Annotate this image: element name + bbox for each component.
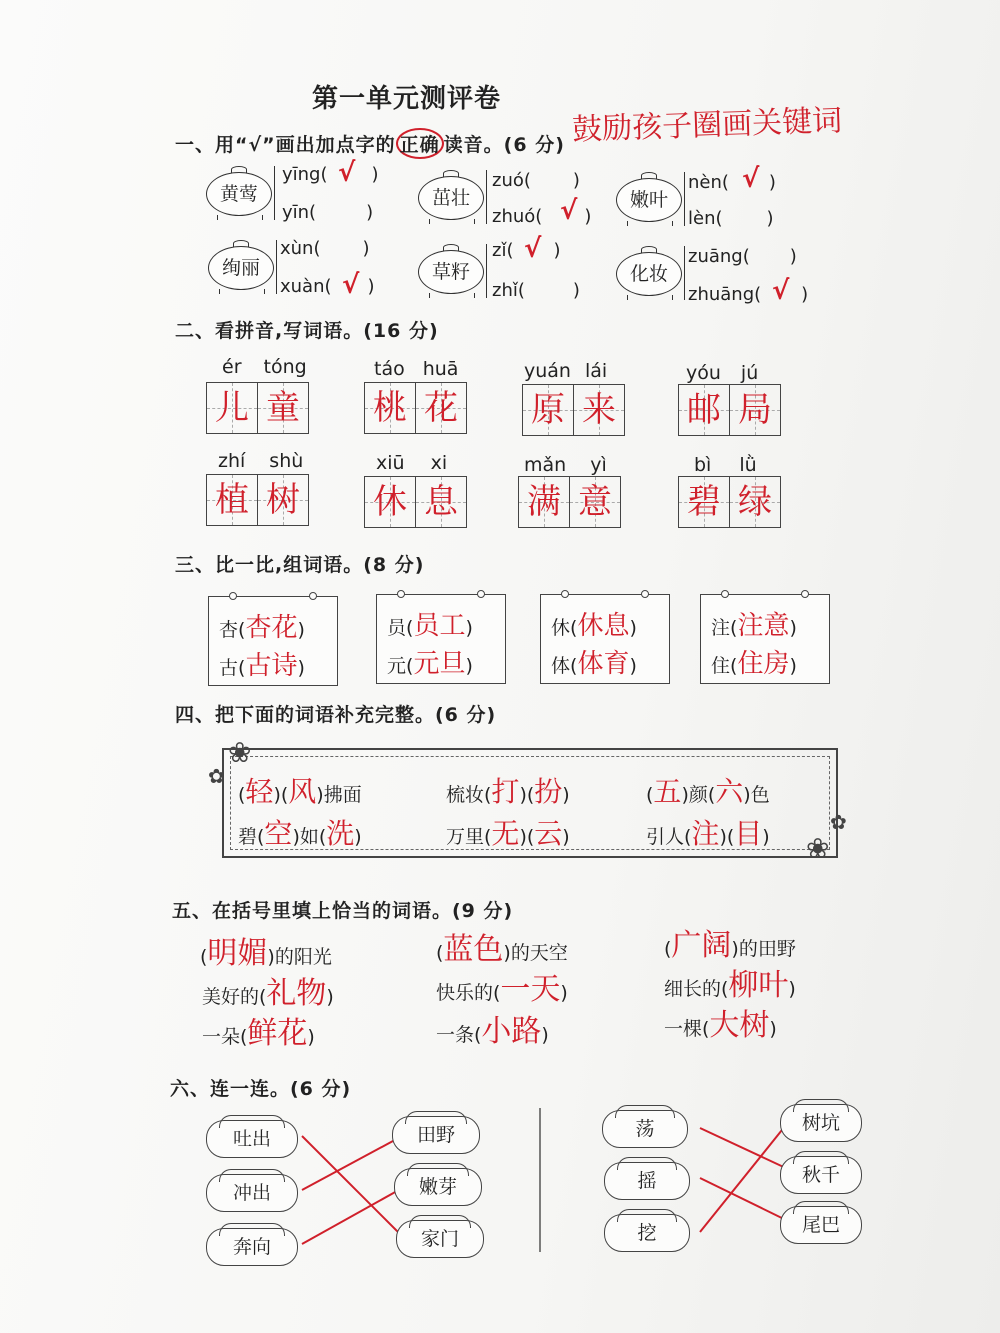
written-char: 儿 xyxy=(215,388,249,428)
pinyin-1: yuán xyxy=(524,360,571,382)
written-char: 花 xyxy=(424,388,458,428)
card-ring xyxy=(561,590,569,598)
written-char: 绿 xyxy=(738,482,772,522)
word-label: 嫩芽 xyxy=(415,1176,461,1198)
pinyin-text: xùn( xyxy=(280,238,321,259)
section-1-heading xyxy=(175,128,565,159)
pinyin-pair xyxy=(686,362,758,384)
word-label: 家门 xyxy=(417,1228,463,1250)
answer-fill: 风 xyxy=(288,775,317,808)
answer-word: 住房 xyxy=(737,649,790,679)
grid-cell xyxy=(570,477,620,527)
base-char: 元 xyxy=(387,655,407,677)
written-char: 息 xyxy=(424,482,458,522)
grid-cell xyxy=(523,385,574,435)
text-pre: 一棵( xyxy=(664,1018,710,1040)
circled-keyword: 正确 xyxy=(396,128,444,159)
pinyin-2: xi xyxy=(430,452,448,474)
text-post: )如( xyxy=(292,826,327,848)
word-pot: 嫩叶 xyxy=(616,178,682,222)
written-char: 休 xyxy=(373,482,407,522)
tian-grid xyxy=(522,384,625,436)
fill-item xyxy=(200,928,332,972)
flower-icon: ✿ xyxy=(208,764,225,788)
text-post: )( xyxy=(519,826,535,848)
word-label: 吐出 xyxy=(229,1128,275,1150)
written-char: 桃 xyxy=(373,388,407,428)
text-pre: ( xyxy=(646,784,654,806)
pinyin-pair xyxy=(694,454,757,476)
written-char: 来 xyxy=(582,390,616,430)
card-line: 员(员工) xyxy=(387,611,473,641)
pinyin-1: zhí xyxy=(218,450,246,472)
written-char: 原 xyxy=(531,390,565,430)
answer-fill: 蓝色 xyxy=(443,932,504,967)
pinyin-text: xuàn( xyxy=(280,276,332,297)
card-line: 古(古诗) xyxy=(219,651,305,681)
pinyin-text: lèn( xyxy=(688,208,723,229)
grid-cell xyxy=(730,385,780,435)
word-label: 挖 xyxy=(633,1222,660,1244)
fill-item xyxy=(436,964,568,1008)
paren-close: ) xyxy=(553,240,561,261)
paren-close: ) xyxy=(584,206,592,227)
base-char: 住 xyxy=(711,655,731,677)
word-cloud[interactable] xyxy=(602,1110,688,1148)
fill-item xyxy=(202,968,334,1012)
answer-word: 杏花 xyxy=(245,613,298,643)
paren-close: ) xyxy=(362,238,370,259)
answer-fill: 注 xyxy=(691,817,720,850)
card-ring xyxy=(801,590,809,598)
text-pre: 梳妆( xyxy=(446,784,492,806)
fill-item xyxy=(664,1000,777,1044)
section-3-heading: 三、比一比,组词语。(8 分) xyxy=(175,554,425,576)
pinyin-text: zhuó( xyxy=(492,206,543,227)
grid-cell xyxy=(679,385,730,435)
pinyin-option xyxy=(688,284,808,305)
grid-cell xyxy=(574,385,624,435)
tian-grid xyxy=(364,382,467,434)
pinyin-pair xyxy=(524,454,607,476)
word-pot: 草籽 xyxy=(418,250,484,294)
paren-close: ) xyxy=(801,284,809,305)
card-ring xyxy=(477,590,485,598)
fill-item xyxy=(238,812,362,852)
pinyin-1: ér xyxy=(222,356,242,378)
answer-fill: 轻 xyxy=(245,775,274,808)
word-cloud[interactable] xyxy=(206,1228,298,1266)
check-mark: √ xyxy=(742,164,760,194)
word-label: 冲出 xyxy=(229,1182,275,1204)
pinyin-text: nèn( xyxy=(688,172,729,193)
card-line: 元(元旦) xyxy=(387,649,473,679)
section-1-heading-post: 读音。(6 分) xyxy=(443,134,565,156)
pinyin-option xyxy=(688,172,776,193)
text-pre: 美好的( xyxy=(202,986,267,1008)
word-label: 奔向 xyxy=(229,1236,275,1258)
answer-fill: 小路 xyxy=(481,1014,542,1049)
text-post: )拂面 xyxy=(316,784,362,806)
fill-item xyxy=(664,960,796,1004)
word-label: 秋千 xyxy=(798,1164,844,1186)
answer-fill: 六 xyxy=(715,775,744,808)
base-char: 休 xyxy=(551,617,571,639)
written-char: 树 xyxy=(266,480,300,520)
flower-icon: ❀ xyxy=(806,832,830,865)
check-mark: √ xyxy=(342,270,360,300)
card-line: 体(体育) xyxy=(551,649,637,679)
fill-item xyxy=(664,920,796,964)
word-label: 尾巴 xyxy=(798,1214,844,1236)
page-title: 第一单元测评卷 xyxy=(312,84,502,114)
text-pre: 一朵( xyxy=(202,1026,248,1048)
text-post: )( xyxy=(719,826,735,848)
pinyin-text: zuó( xyxy=(492,170,531,191)
word-label: 树坑 xyxy=(798,1112,844,1134)
grid-cell xyxy=(207,475,258,525)
answer-word: 员工 xyxy=(413,611,466,641)
pinyin-1: yóu xyxy=(686,362,721,384)
answer-fill: 一天 xyxy=(500,972,561,1007)
paren-close: ) xyxy=(371,164,379,185)
word-cloud[interactable] xyxy=(206,1174,298,1212)
answer-word: 元旦 xyxy=(413,649,466,679)
check-mark: √ xyxy=(524,234,542,264)
word-label: 荡 xyxy=(631,1118,658,1140)
answer-fill: 广阔 xyxy=(671,928,732,963)
card-ring xyxy=(397,590,405,598)
answer-fill: 云 xyxy=(534,817,563,850)
pinyin-2: lǜ xyxy=(739,454,757,476)
pinyin-1: táo xyxy=(374,358,405,380)
text-post: )的田野 xyxy=(731,938,796,960)
pinyin-pair xyxy=(376,452,447,474)
answer-fill: 空 xyxy=(264,817,293,850)
section-2-heading: 二、看拼音,写词语。(16 分) xyxy=(175,320,439,342)
desk-calendar-card xyxy=(376,594,506,684)
pinyin-option xyxy=(282,202,373,223)
grid-cell xyxy=(730,477,780,527)
pinyin-text: zuāng( xyxy=(688,246,750,267)
answer-fill: 大树 xyxy=(709,1008,770,1043)
grid-cell xyxy=(365,383,416,433)
section-5-heading: 五、在括号里填上恰当的词语。(9 分) xyxy=(172,900,514,922)
card-ring xyxy=(641,590,649,598)
paren-close: ) xyxy=(768,172,776,193)
paren-close: ) xyxy=(366,202,374,223)
text-pre: 引人( xyxy=(646,826,692,848)
answer-fill: 鲜花 xyxy=(247,1016,308,1051)
pinyin-text: yīng( xyxy=(282,164,328,185)
paren-close: ) xyxy=(572,280,580,301)
written-char: 意 xyxy=(578,482,612,522)
grid-cell xyxy=(207,383,258,433)
desk-calendar-card xyxy=(700,594,830,684)
answer-fill: 扮 xyxy=(534,775,563,808)
base-char: 注 xyxy=(711,617,731,639)
answer-fill: 打 xyxy=(491,775,520,808)
written-char: 童 xyxy=(266,388,300,428)
word-pot: 绚丽 xyxy=(208,246,274,290)
section-1-heading-pre: 一、用“√”画出加点字的 xyxy=(175,134,396,156)
answer-word: 体育 xyxy=(577,649,630,679)
word-pot: 黄莺 xyxy=(206,172,272,216)
pinyin-text: zǐ( xyxy=(492,240,514,261)
text-post: ) xyxy=(769,1018,777,1040)
word-cloud[interactable] xyxy=(604,1162,690,1200)
text-post: ) xyxy=(326,986,334,1008)
answer-fill: 目 xyxy=(734,817,763,850)
text-post: ) xyxy=(562,826,570,848)
word-pot: 化妆 xyxy=(616,252,682,296)
written-char: 局 xyxy=(738,390,772,430)
answer-fill: 明媚 xyxy=(207,936,268,971)
pinyin-2: jú xyxy=(740,362,759,384)
pinyin-option xyxy=(492,170,580,191)
text-post: ) xyxy=(762,826,770,848)
base-char: 杏 xyxy=(219,619,239,641)
answer-fill: 五 xyxy=(653,775,682,808)
pinyin-2: shù xyxy=(269,450,304,472)
word-cloud[interactable] xyxy=(780,1156,862,1194)
tian-grid xyxy=(518,476,621,528)
paren-close: ) xyxy=(789,246,797,267)
word-cloud[interactable] xyxy=(604,1214,690,1252)
tian-grid xyxy=(206,382,309,434)
text-pre: 碧( xyxy=(238,826,265,848)
fill-item xyxy=(446,770,570,810)
fill-item xyxy=(202,1008,315,1052)
text-post: ) xyxy=(307,1026,315,1048)
text-pre: 万里( xyxy=(446,826,492,848)
grid-cell xyxy=(416,477,466,527)
tian-grid xyxy=(364,476,467,528)
fill-item xyxy=(436,1006,549,1050)
pinyin-option xyxy=(688,208,774,229)
section-4-heading: 四、把下面的词语补充完整。(6 分) xyxy=(175,704,497,726)
card-line: 注(注意) xyxy=(711,611,797,641)
grid-cell xyxy=(365,477,416,527)
teacher-note: 鼓励孩子圈画关键词 xyxy=(571,103,843,148)
paren-close: ) xyxy=(367,276,375,297)
word-cloud[interactable] xyxy=(394,1168,482,1206)
check-mark: √ xyxy=(772,276,790,306)
flower-icon: ❀ xyxy=(228,736,252,769)
text-post: ) xyxy=(788,978,796,1000)
text-post: ) xyxy=(354,826,362,848)
card-line: 住(住房) xyxy=(711,649,797,679)
card-ring xyxy=(721,590,729,598)
answer-word: 休息 xyxy=(577,611,630,641)
grid-cell xyxy=(679,477,730,527)
answer-fill: 礼物 xyxy=(266,976,327,1011)
word-cloud[interactable] xyxy=(780,1104,862,1142)
word-cloud[interactable] xyxy=(206,1120,298,1158)
text-post: )色 xyxy=(743,784,770,806)
text-pre: 一条( xyxy=(436,1024,482,1046)
pinyin-option xyxy=(280,276,375,297)
fill-item xyxy=(238,770,362,810)
pinyin-1: mǎn xyxy=(524,454,567,476)
pinyin-text: zhuāng( xyxy=(688,284,762,305)
base-char: 古 xyxy=(219,657,239,679)
card-ring xyxy=(309,592,317,600)
grid-cell xyxy=(416,383,466,433)
answer-word: 注意 xyxy=(737,611,790,641)
text-pre: ( xyxy=(664,938,672,960)
word-label: 田野 xyxy=(413,1124,459,1146)
pinyin-pair xyxy=(524,360,607,382)
written-char: 碧 xyxy=(687,482,721,522)
text-post: )的天空 xyxy=(503,942,568,964)
pinyin-option xyxy=(492,280,580,301)
flower-icon: ✿ xyxy=(830,810,847,834)
desk-calendar-card xyxy=(540,594,670,684)
fill-item xyxy=(646,770,770,810)
base-char: 体 xyxy=(551,655,571,677)
word-cloud[interactable] xyxy=(392,1116,480,1154)
word-label: 摇 xyxy=(633,1170,660,1192)
paren-close: ) xyxy=(572,170,580,191)
fill-item xyxy=(646,812,770,852)
text-post: ) xyxy=(562,784,570,806)
written-char: 邮 xyxy=(687,390,721,430)
text-post: )( xyxy=(273,784,289,806)
section-6-heading: 六、连一连。(6 分) xyxy=(170,1078,352,1100)
brace xyxy=(274,166,281,220)
written-char: 植 xyxy=(215,480,249,520)
fill-item xyxy=(446,812,570,852)
pinyin-option xyxy=(282,164,379,185)
fill-item xyxy=(436,924,568,968)
written-char: 满 xyxy=(527,482,561,522)
grid-cell xyxy=(258,475,308,525)
pinyin-2: yì xyxy=(590,454,607,476)
pinyin-2: tóng xyxy=(263,356,307,378)
tian-grid xyxy=(678,476,781,528)
text-post: )颜( xyxy=(681,784,716,806)
pinyin-pair xyxy=(222,356,307,378)
word-cloud[interactable] xyxy=(780,1206,862,1244)
pinyin-option xyxy=(688,246,797,267)
pinyin-1: bì xyxy=(694,454,712,476)
text-pre: ( xyxy=(238,784,246,806)
text-post: ) xyxy=(560,982,568,1004)
answer-word: 古诗 xyxy=(245,651,298,681)
grid-cell xyxy=(258,383,308,433)
pinyin-2: huā xyxy=(422,358,459,380)
answer-fill: 柳叶 xyxy=(728,968,789,1003)
text-pre: 快乐的( xyxy=(436,982,501,1004)
answer-fill: 洗 xyxy=(326,817,355,850)
tian-grid xyxy=(206,474,309,526)
text-post: )的阳光 xyxy=(267,946,332,968)
text-pre: 细长的( xyxy=(664,978,729,1000)
text-pre: ( xyxy=(436,942,444,964)
check-mark: √ xyxy=(338,158,356,188)
word-pot: 茁壮 xyxy=(418,176,484,220)
text-pre: ( xyxy=(200,946,208,968)
grid-cell xyxy=(519,477,570,527)
pinyin-pair xyxy=(218,450,303,472)
pinyin-text: yīn( xyxy=(282,202,317,223)
paren-close: ) xyxy=(766,208,774,229)
answer-fill: 无 xyxy=(491,817,520,850)
pinyin-2: lái xyxy=(584,360,608,382)
card-ring xyxy=(229,592,237,600)
desk-calendar-card xyxy=(208,596,338,686)
pinyin-text: zhǐ( xyxy=(492,280,525,301)
text-post: )( xyxy=(519,784,535,806)
card-line: 杏(杏花) xyxy=(219,613,305,643)
tian-grid xyxy=(678,384,781,436)
pinyin-1: xiū xyxy=(376,452,405,474)
pinyin-option xyxy=(280,238,370,259)
pinyin-pair xyxy=(374,358,458,380)
card-line: 休(休息) xyxy=(551,611,637,641)
base-char: 员 xyxy=(387,617,407,639)
word-cloud[interactable] xyxy=(396,1220,484,1258)
text-post: ) xyxy=(541,1024,549,1046)
check-mark: √ xyxy=(560,196,578,226)
